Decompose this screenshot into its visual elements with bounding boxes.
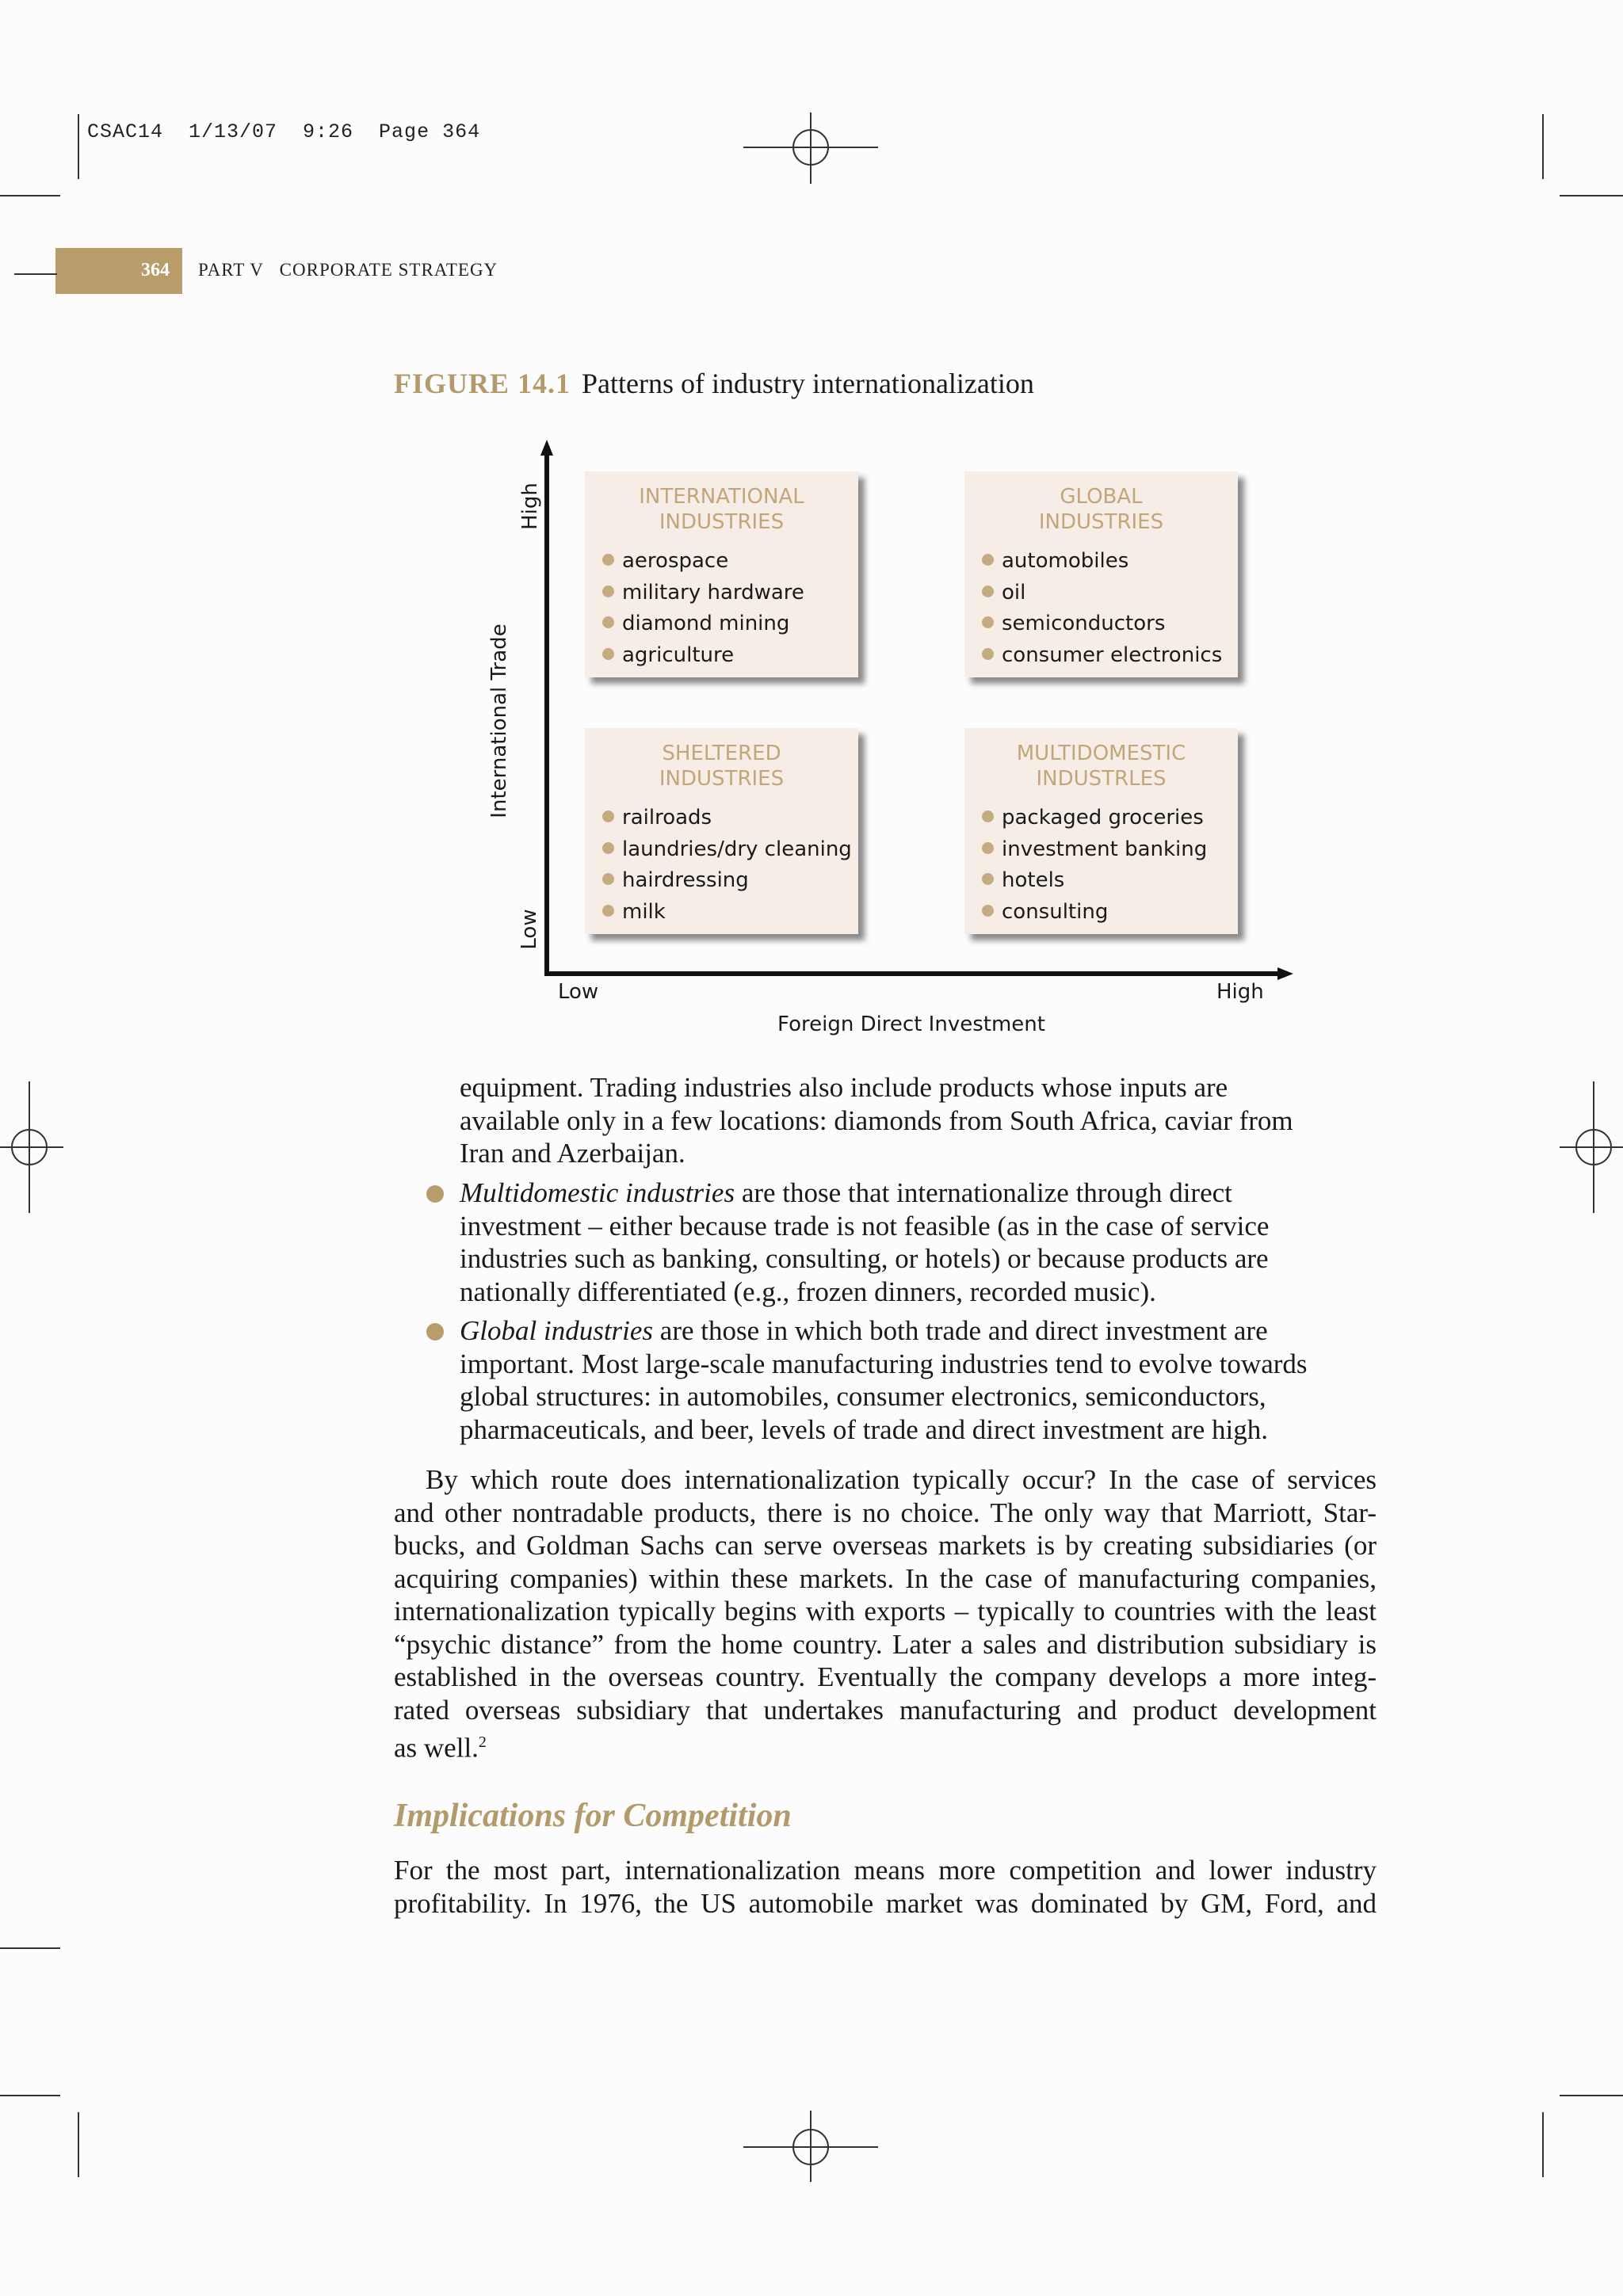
bullet-dot <box>982 616 994 628</box>
crop-mark <box>0 195 60 196</box>
registration-mark-left <box>0 1081 63 1213</box>
list-item: hairdressing <box>602 865 858 897</box>
list-item: agriculture <box>602 640 858 672</box>
list-item: railroads <box>602 803 858 834</box>
bullet-dot <box>982 842 994 854</box>
bullet-dot <box>982 905 994 917</box>
bullet-dot <box>602 616 614 628</box>
section-heading: Implications for Competition <box>394 1798 792 1834</box>
bullet-global: Global industries are those in which both trade and direct investment are important. Most large-scale manufacturing industries tend to evolve towards global structures: in automobiles, consumer electronics, semiconductors, pharmaceuticals, and beer, levels of trade and direct investment are high. <box>460 1315 1308 1445</box>
quadrant-international <box>585 471 858 677</box>
bullet-dot <box>602 873 614 885</box>
bullet-dot <box>602 842 614 854</box>
x-axis-high-label: High <box>1216 980 1264 1004</box>
bullet-term: Multidomestic industries <box>460 1177 735 1208</box>
list-item: consumer electronics <box>982 640 1238 672</box>
quadrant-title: SHELTERED INDUSTRIES <box>659 742 785 791</box>
crop-mark <box>1560 195 1623 196</box>
section-paragraph: For the most part, internationalization means more competition and lower industry profitability. In 1976, the US automobile market was dominated by GM, Ford, and <box>394 1855 1377 1919</box>
list-item: investment banking <box>982 834 1238 866</box>
bullet-dot <box>982 554 994 566</box>
y-axis-high-label: High <box>518 482 542 530</box>
bullet-dot <box>982 810 994 822</box>
quadrant-title: GLOBAL INDUSTRIES <box>1038 485 1164 534</box>
list-item: packaged groceries <box>982 803 1238 834</box>
x-axis-title: Foreign Direct Investment <box>777 1013 1045 1036</box>
quadrant-global <box>964 471 1238 677</box>
bullet-term: Global industries <box>460 1315 654 1346</box>
bullet-marker <box>426 1185 444 1203</box>
body-paragraph: By which route does internationalization typically occur? In the case of services and other nontradable products, there is no choice. The only way that Marriott, Star- bucks, and Goldman Sachs can serve overseas markets is by creating subsidiaries (or acquiring companies) within these markets. In the case of manufacturing companies, internationalization typically begins with exports – typically to countries with the least “psychic distance” from the home country. Later a sales and distribution subsidiary is established in the overseas country. Eventually the company develops a more integ- rated overseas subsidiary that undertakes manufacturing and product development as well.$^2$ <box>394 1464 1377 1764</box>
bullet-multidomestic: Multidomestic industries are those that internationalize through direct investment – either because trade is not feasible (as in the case of service industries such as banking, consulting, or hotels) or because products are nationally differentiated (e.g., frozen dinners, recorded music). <box>460 1177 1270 1307</box>
crop-mark <box>1560 2095 1623 2096</box>
registration-mark-right <box>1560 1081 1623 1213</box>
list-item: consulting <box>982 897 1238 929</box>
bullet-dot <box>602 585 614 597</box>
continuation-text: equipment. Trading industries also include products whose inputs are available only in a few locations: diamonds from South Africa, caviar from Iran and Azerbaijan. <box>460 1072 1293 1169</box>
header-rule <box>14 273 57 275</box>
industry-list <box>585 546 858 671</box>
bullet-dot <box>602 810 614 822</box>
quadrant-sheltered <box>585 728 858 934</box>
bullet-dot <box>602 905 614 917</box>
footnote-ref: 2 <box>478 1733 487 1751</box>
list-item: military hardware <box>602 578 858 609</box>
quadrant-title: MULTIDOMESTIC INDUSTRLES <box>1016 742 1186 791</box>
list-item: oil <box>982 578 1238 609</box>
y-axis-arrow <box>540 440 553 456</box>
y-axis-title: International Trade <box>487 624 511 818</box>
bullet-dot <box>602 554 614 566</box>
industry-list <box>585 803 858 928</box>
registration-mark-top <box>743 113 878 184</box>
x-axis-low-label: Low <box>558 980 599 1004</box>
crop-mark <box>0 1947 60 1949</box>
quadrant-title: INTERNATIONAL INDUSTRIES <box>639 485 804 534</box>
bullet-dot <box>982 873 994 885</box>
bullet-dot <box>982 648 994 660</box>
crop-mark <box>78 2112 79 2177</box>
running-head: PART V CORPORATE STRATEGY <box>198 260 498 280</box>
list-item: hotels <box>982 865 1238 897</box>
crop-mark <box>1542 114 1544 179</box>
crop-mark <box>0 2095 60 2096</box>
bullet-dot <box>982 585 994 597</box>
registration-mark-bottom <box>743 2111 878 2182</box>
figure-caption <box>394 367 1034 400</box>
industry-list <box>964 803 1238 928</box>
industry-list <box>964 546 1238 671</box>
list-item: aerospace <box>602 546 858 578</box>
figure-label: FIGURE 14.1 <box>394 368 571 399</box>
list-item: semiconductors <box>982 608 1238 640</box>
x-axis-arrow <box>1277 967 1293 980</box>
print-slug: CSAC14 1/13/07 9:26 Page 364 <box>87 120 481 143</box>
bullet-marker <box>426 1323 444 1341</box>
quadrant-multidomestic <box>964 728 1238 934</box>
figure-title: Patterns of industry internationalization <box>582 368 1034 399</box>
page-number: 364 <box>141 260 170 280</box>
list-item: laundries/dry cleaning <box>602 834 858 866</box>
bullet-dot <box>602 648 614 660</box>
list-item: milk <box>602 897 858 929</box>
y-axis-low-label: Low <box>517 909 541 950</box>
list-item: diamond mining <box>602 608 858 640</box>
list-item: automobiles <box>982 546 1238 578</box>
crop-mark <box>78 114 79 179</box>
crop-mark <box>1542 2112 1544 2177</box>
